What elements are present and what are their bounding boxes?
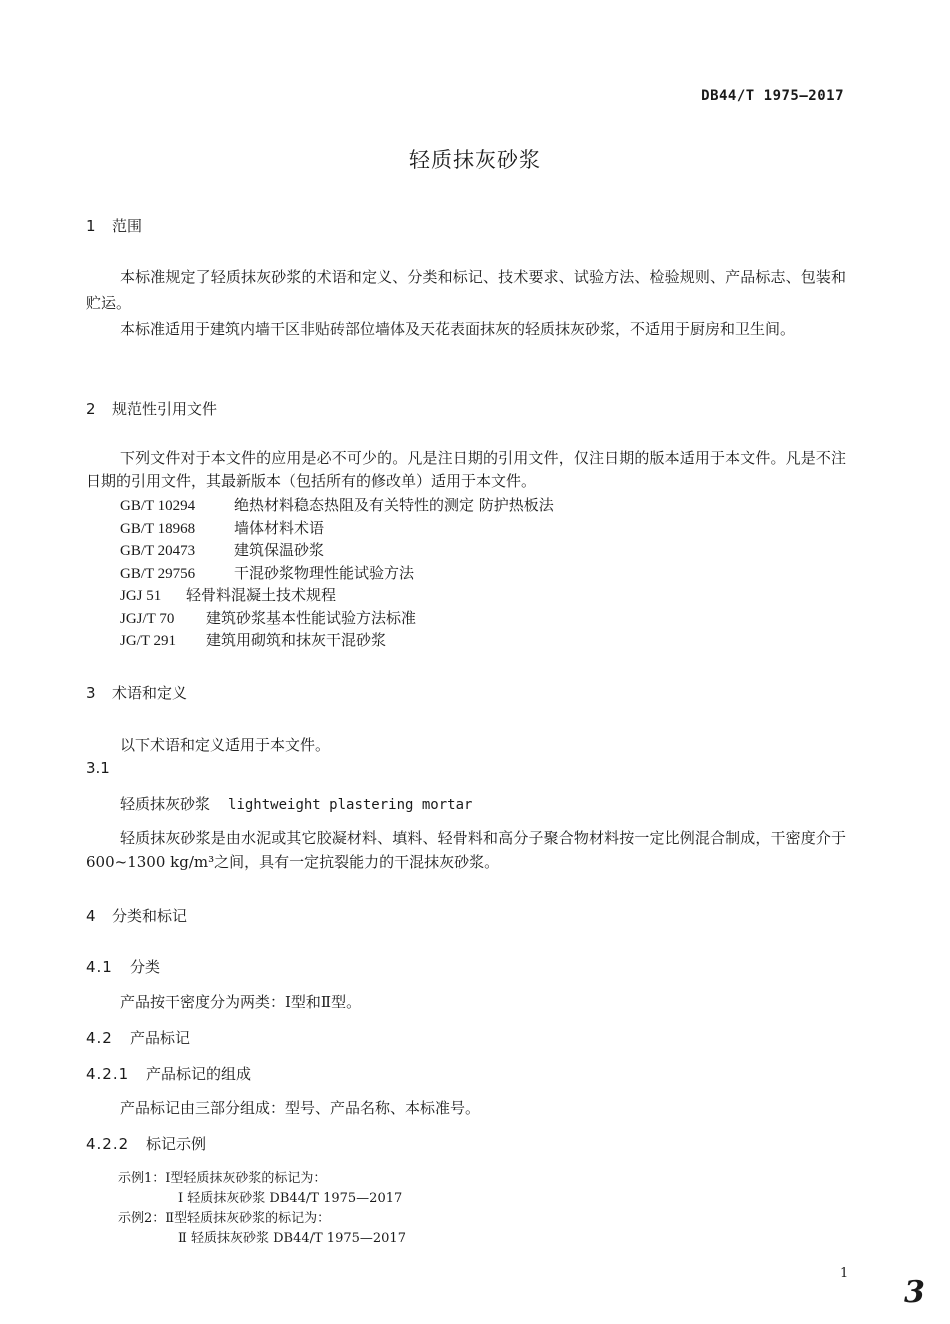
section-4-2-2-heading — [86, 1133, 206, 1154]
section-title: 分类 — [130, 958, 161, 976]
reference-list — [120, 494, 554, 652]
section-4-2-1-heading — [86, 1063, 251, 1084]
reference-item — [120, 629, 554, 652]
reference-title: 建筑砂浆基本性能试验方法标准 — [206, 608, 417, 627]
term-english: lightweight plastering mortar — [228, 797, 473, 813]
section-title: 术语和定义 — [112, 684, 188, 702]
example-1-label: 示例1：Ⅰ型轻质抹灰砂浆的标记为： — [118, 1171, 327, 1186]
reference-title: 绝热材料稳态热阻及有关特性的测定 防护热板法 — [234, 496, 554, 514]
scope-paragraph-2: 本标准适用于建筑内墙干区非贴砖部位墙体及天花表面抹灰的轻质抹灰砂浆，不适用于厨房和卫生间。 — [120, 320, 796, 338]
page-number: 1 — [840, 1266, 849, 1281]
standard-code: DB44/T 1975—2017 — [701, 88, 844, 104]
section-4-1-heading — [86, 956, 160, 977]
reference-title: 墙体材料术语 — [234, 518, 325, 537]
reference-code: GB/T 10294 — [120, 498, 196, 514]
terms-intro: 以下术语和定义适用于本文件。 — [120, 736, 331, 754]
classification-text: 产品按干密度分为两类：Ⅰ型和Ⅱ型。 — [120, 993, 362, 1011]
section-title: 产品标记 — [130, 1029, 191, 1047]
reference-item — [120, 562, 554, 585]
term-chinese: 轻质抹灰砂浆 — [120, 795, 211, 813]
section-title: 标记示例 — [146, 1135, 207, 1153]
section-number: 3 — [86, 684, 96, 702]
section-number: 4.2.1 — [86, 1065, 130, 1083]
reference-title: 建筑用砌筑和抹灰干混砂浆 — [206, 631, 387, 649]
section-number: 2 — [86, 400, 96, 418]
reference-title: 轻骨料混凝土技术规程 — [186, 586, 337, 604]
reference-item — [120, 584, 554, 607]
section-title: 范围 — [112, 217, 143, 235]
term-number: 3.1 — [86, 759, 110, 777]
section-4-heading — [86, 905, 187, 926]
document-title: 轻质抹灰砂浆 — [409, 148, 541, 172]
reference-title: 建筑保温砂浆 — [234, 541, 325, 559]
section-title: 规范性引用文件 — [112, 400, 218, 418]
example-2-label: 示例2：Ⅱ型轻质抹灰砂浆的标记为： — [118, 1211, 331, 1226]
term-definition: 轻质抹灰砂浆是由水泥或其它胶凝材料、填料、轻骨料和高分子聚合物材料按一定比例混合制成，干密度介于600~1300 kg/m³之间，具有一定抗裂能力的干混抹灰砂浆。 — [86, 829, 846, 871]
reference-code: JGJ 51 — [120, 588, 162, 604]
scope-paragraph-1: 本标准规定了轻质抹灰砂浆的术语和定义、分类和标记、技术要求、试验方法、检验规则、产品标志、包装和贮运。 — [86, 268, 846, 312]
reference-code: GB/T 29756 — [120, 565, 196, 582]
term-entry — [120, 793, 472, 814]
section-number: 4 — [86, 907, 96, 925]
reference-title: 干混砂浆物理性能试验方法 — [234, 563, 415, 582]
example-1-value: Ⅰ 轻质抹灰砂浆 DB44/T 1975—2017 — [178, 1191, 403, 1206]
marking-composition-text: 产品标记由三部分组成：型号、产品名称、本标准号。 — [120, 1099, 481, 1117]
reference-code: JG/T 291 — [120, 633, 176, 649]
section-2-heading — [86, 398, 217, 419]
corner-page-marker: 3 — [904, 1275, 925, 1310]
reference-code: JGJ/T 70 — [120, 610, 175, 627]
section-3-heading — [86, 682, 187, 703]
example-2-value: Ⅱ 轻质抹灰砂浆 DB44/T 1975—2017 — [178, 1231, 406, 1246]
section-number: 1 — [86, 217, 96, 235]
references-intro: 下列文件对于本文件的应用是必不可少的。凡是注日期的引用文件，仅注日期的版本适用于本文件。凡是不注日期的引用文件，其最新版本（包括所有的修改单）适用于本文件。 — [86, 449, 846, 490]
section-number: 4.1 — [86, 958, 113, 976]
reference-item — [120, 494, 554, 517]
reference-item — [120, 539, 554, 562]
section-4-2-heading — [86, 1027, 190, 1048]
reference-item — [120, 517, 554, 540]
section-number: 4.2 — [86, 1029, 113, 1047]
section-title: 产品标记的组成 — [146, 1065, 252, 1083]
reference-code: GB/T 20473 — [120, 543, 196, 559]
reference-item — [120, 607, 554, 630]
section-title: 分类和标记 — [112, 907, 188, 925]
reference-code: GB/T 18968 — [120, 520, 196, 537]
section-number: 4.2.2 — [86, 1135, 130, 1153]
section-1-heading — [86, 215, 142, 236]
